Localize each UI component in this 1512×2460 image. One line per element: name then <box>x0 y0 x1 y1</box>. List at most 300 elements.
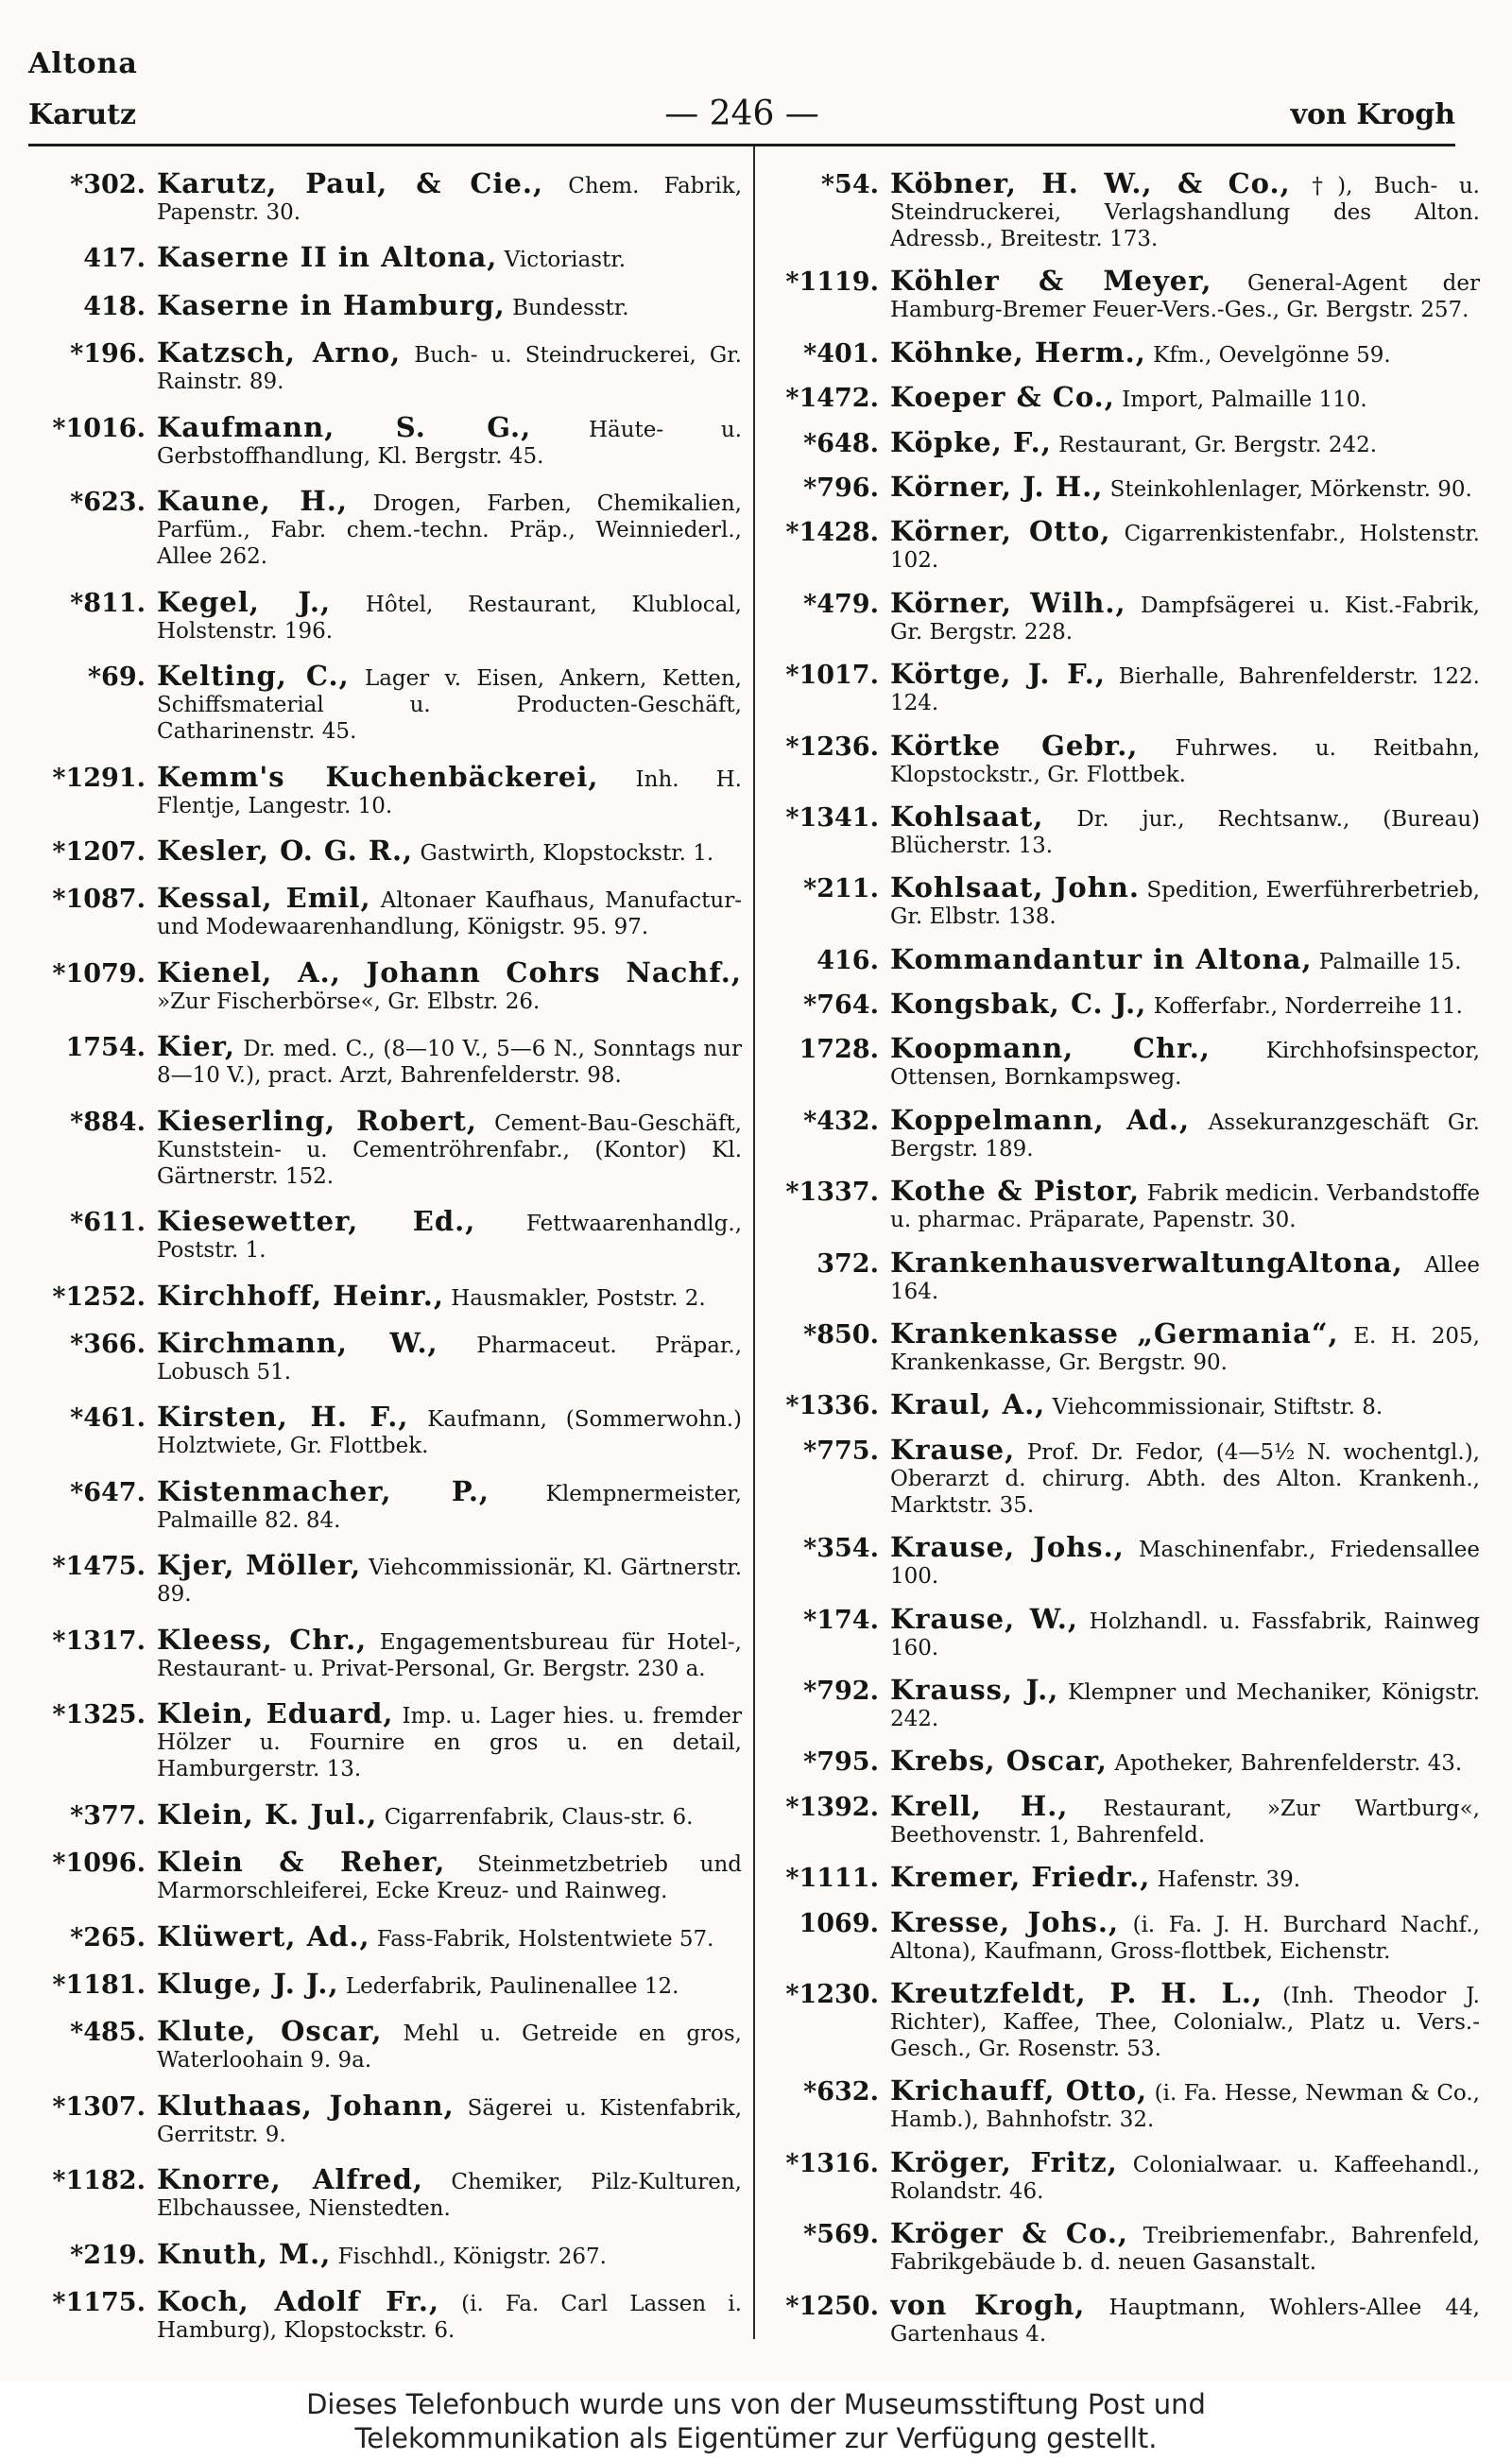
subscriber-details: Klempnermeister, Palmaille 82. 84. <box>157 1481 742 1533</box>
entry-body <box>890 2220 1480 2276</box>
subscriber-name: Köpke, F., <box>890 428 1052 458</box>
subscriber-name: Krichauff, Otto, <box>890 2077 1148 2107</box>
subscriber-details: Fass-Fabrik, Holstentwiete 57. <box>369 1926 714 1952</box>
subscriber-name: Krankenkasse „Germania“, <box>890 1320 1339 1350</box>
phone-number: *1336. <box>785 1391 879 1421</box>
subscriber-details: Bundesstr. <box>505 295 629 320</box>
subscriber-name: KrankenhausverwaltungAltona, <box>890 1248 1403 1279</box>
phone-number: *648. <box>803 428 879 458</box>
entry-body <box>890 1035 1480 1091</box>
subscriber-details: Buch- u. Steindruckerei, Gr. Rainstr. 89. <box>157 343 742 395</box>
directory-entry <box>28 488 742 570</box>
entry-body <box>157 2092 742 2148</box>
phone-number: *1250. <box>785 2291 879 2321</box>
entry-body <box>890 1864 1480 1893</box>
phone-number: *1475. <box>52 1552 146 1582</box>
phone-number: *1236. <box>785 731 879 762</box>
subscriber-name: Kaserne II in Altona, <box>157 244 498 274</box>
entry-body <box>157 1970 742 2000</box>
entry-body <box>890 1793 1480 1849</box>
phone-number: *1291. <box>52 763 146 793</box>
phone-number: 418. <box>83 291 146 321</box>
entry-body <box>890 1391 1480 1420</box>
directory-entry <box>762 1793 1480 1849</box>
entry-body <box>157 1923 742 1953</box>
subscriber-details: Treibriemenfabr., Bahrenfeld, Fabrikgebäude b. d. neuen Gasanstalt. <box>890 2224 1480 2276</box>
directory-entry <box>28 2166 742 2222</box>
phone-number: *1016. <box>52 413 146 443</box>
subscriber-details: Kaufmann, (Sommerwohn.) Holztwiete, Gr. Flottbek. <box>157 1407 742 1459</box>
entry-body <box>157 1108 742 1190</box>
entry-body <box>157 414 742 470</box>
directory-entry <box>762 1178 1480 1233</box>
subscriber-name: Knuth, M., <box>157 2240 332 2270</box>
directory-entry <box>762 384 1480 413</box>
subscriber-name: Köhnke, Herm., <box>890 338 1146 369</box>
phone-number: *1307. <box>52 2091 146 2122</box>
subscriber-details: Klempner und Mechaniker, Königstr. 242. <box>890 1679 1480 1731</box>
directory-entry <box>762 1864 1480 1893</box>
subscriber-name: Köhler & Meyer, <box>890 267 1212 298</box>
subscriber-name: Kohlsaat, John. <box>890 874 1140 904</box>
directory-entry <box>762 473 1480 503</box>
footer-line-2: Telekommunikation als Eigentümer zur Verfügung gestellt. <box>354 2422 1158 2454</box>
entry-body <box>157 488 742 570</box>
running-header <box>28 95 1455 136</box>
subscriber-name: Kohlsaat, <box>890 802 1044 833</box>
entry-body <box>890 1980 1480 2062</box>
subscriber-details: Fettwaarenhandlg., Poststr. 1. <box>157 1212 742 1264</box>
subscriber-name: Kluthaas, Johann, <box>157 2091 455 2122</box>
subscriber-name: Kleess, Chr., <box>157 1626 368 1656</box>
directory-entry <box>28 662 742 745</box>
subscriber-name: Krauss, J., <box>890 1676 1059 1706</box>
entry-body <box>157 885 742 940</box>
entry-body <box>890 429 1480 458</box>
subscriber-name: Köbner, H. W., & Co., <box>890 170 1291 199</box>
subscriber-name: Krause, W., <box>890 1605 1078 1635</box>
phone-number: *219. <box>70 2240 146 2270</box>
subscriber-name: Kiesewetter, Ed., <box>157 1208 476 1238</box>
entry-body <box>157 1626 742 1682</box>
subscriber-details: (i. Fa. Carl Lassen i. Hamburg), Klopstockstr. 6. <box>157 2292 742 2344</box>
subscriber-name: Kaune, H., <box>157 488 348 518</box>
entry-body <box>890 2292 1480 2348</box>
directory-entry <box>762 1320 1480 1376</box>
phone-number: 1754. <box>65 1033 146 1063</box>
entry-body <box>157 2241 742 2270</box>
phone-number: *485. <box>70 2018 146 2048</box>
subscriber-name: Knorre, Alfred, <box>157 2166 423 2196</box>
subscriber-name: Katzsch, Arno, <box>157 339 402 370</box>
subscriber-name: Kröger, Fritz, <box>890 2148 1118 2178</box>
directory-entry <box>762 1436 1480 1519</box>
entry-body <box>890 1107 1480 1162</box>
subscriber-name: Kelting, C., <box>157 662 350 693</box>
phone-number: 417. <box>83 244 146 274</box>
subscriber-details: Kfm., Oevelgönne 59. <box>1145 342 1391 368</box>
directory-entry <box>28 2241 742 2270</box>
entry-body <box>157 244 742 273</box>
directory-entry <box>762 2149 1480 2205</box>
subscriber-details: Pharmaceut. Präpar., Lobusch 51. <box>157 1333 742 1385</box>
phone-number: *1392. <box>785 1792 879 1822</box>
directory-entry <box>28 1970 742 2000</box>
directory-entry <box>762 946 1480 975</box>
subscriber-name: Körtge, J. F., <box>890 661 1106 691</box>
phone-number: *54. <box>820 170 879 199</box>
entry-body <box>157 292 742 321</box>
phone-number: *1428. <box>785 518 879 548</box>
directory-entry <box>28 170 742 226</box>
phone-number: *174. <box>803 1605 879 1635</box>
entry-body <box>890 1249 1480 1305</box>
subscriber-details: Cigarrenkistenfabr., Holstenstr. 102. <box>890 522 1480 574</box>
phone-number: *792. <box>803 1676 879 1706</box>
subscriber-name: Krause, Johs., <box>890 1534 1125 1564</box>
entry-body <box>890 1909 1480 1965</box>
entry-body <box>157 1282 742 1312</box>
entry-body <box>890 1178 1480 1233</box>
directory-entry <box>762 2077 1480 2133</box>
entry-body <box>890 518 1480 574</box>
phone-number: *1087. <box>52 885 146 915</box>
directory-entry <box>762 1035 1480 1091</box>
directory-entry <box>762 339 1480 369</box>
header-first-entry: Karutz <box>28 98 137 131</box>
directory-entry <box>28 2092 742 2148</box>
entry-body <box>890 170 1480 252</box>
directory-entry <box>762 1747 1480 1777</box>
phone-number: *1230. <box>785 1979 879 2009</box>
subscriber-name: Körtke Gebr., <box>890 731 1139 762</box>
subscriber-name: Kresse, Johs., <box>890 1908 1120 1938</box>
subscriber-name: Kirchmann, W., <box>157 1330 438 1359</box>
entry-body <box>890 1747 1480 1777</box>
subscriber-details: Kirchhofsinspector, Ottensen, Bornkampsweg. <box>890 1039 1480 1091</box>
directory-entry <box>762 1107 1480 1162</box>
subscriber-details: (i. Fa. Hesse, Newman & Co., Hamb.), Bahnhofstr. 32. <box>890 2081 1480 2133</box>
subscriber-details: Drogen, Farben, Chemikalien, Parfüm., Fabr. chem.-techn. Präp., Weinniederl., Allee 262. <box>157 491 742 570</box>
subscriber-details: Inh. H. Flentje, Langestr. 10. <box>157 766 742 818</box>
subscriber-name: Krell, H., <box>890 1792 1069 1822</box>
subscriber-details: Allee 164. <box>890 1252 1480 1304</box>
subscriber-name: Kjer, Möller, <box>157 1552 362 1582</box>
subscriber-details: Import, Palmaille 110. <box>1114 387 1367 413</box>
subscriber-name: Koppelmann, Ad., <box>890 1106 1191 1136</box>
entry-body <box>157 589 742 645</box>
phone-number: *1207. <box>52 836 146 867</box>
phone-number: *764. <box>803 990 879 1021</box>
subscriber-name: Klein & Reher, <box>157 1849 446 1879</box>
directory-entry <box>762 1980 1480 2062</box>
subscriber-details: Prof. Dr. Fedor, (4—5½ N. wochentgl.), Oberarzt d. chirurg. Abth. des Alton. Krankenh., Marktstr. 35. <box>890 1439 1480 1518</box>
phone-number: *432. <box>803 1106 879 1136</box>
phone-number: *401. <box>803 338 879 369</box>
directory-entry <box>28 292 742 321</box>
phone-number: *811. <box>70 588 146 618</box>
entry-body <box>157 1403 742 1459</box>
subscriber-details: Häute- u. Gerbstoffhandlung, Kl. Bergstr. 45. <box>157 417 742 469</box>
subscriber-name: Körner, Wilh., <box>890 589 1126 619</box>
phone-number: *366. <box>70 1330 146 1359</box>
phone-number: *1182. <box>52 2166 146 2196</box>
subscriber-details: Chemiker, Pilz-Kulturen, Elbchaussee, Nienstedten. <box>157 2170 742 2222</box>
directory-entry <box>762 429 1480 458</box>
subscriber-name: Kirsten, H. F., <box>157 1403 409 1434</box>
directory-entry <box>28 837 742 867</box>
subscriber-details: Hafenstr. 39. <box>1150 1867 1301 1893</box>
subscriber-details: Fabrik medicin. Verbandstoffe u. pharmac. Präparate, Papenstr. 30. <box>890 1181 1480 1233</box>
directory-entry <box>28 2018 742 2073</box>
directory-entry <box>762 803 1480 859</box>
subscriber-name: Kieserling, Robert, <box>157 1107 478 1137</box>
subscriber-details: Sägerei u. Kistenfabrik, Gerritstr. 9. <box>157 2095 742 2147</box>
directory-entry <box>28 1849 742 1904</box>
entry-body <box>890 1534 1480 1590</box>
subscriber-name: Kothe & Pistor, <box>890 1178 1141 1208</box>
entry-body <box>890 2077 1480 2133</box>
entry-body <box>890 590 1480 645</box>
entry-body <box>890 1320 1480 1376</box>
entry-body <box>157 1801 742 1831</box>
right-column <box>762 170 1480 2363</box>
subscriber-name: Kirchhoff, Heinr., <box>157 1282 444 1312</box>
directory-entry <box>762 874 1480 930</box>
phone-number: *1111. <box>785 1864 879 1894</box>
entry-body <box>157 1478 742 1534</box>
entry-body <box>890 803 1480 859</box>
subscriber-details: »Zur Fischerbörse«, Gr. Elbstr. 26. <box>157 989 541 1014</box>
directory-entry <box>28 1033 742 1089</box>
phone-number: *1341. <box>785 802 879 833</box>
phone-number: *1175. <box>52 2288 146 2318</box>
directory-entry <box>762 2292 1480 2348</box>
subscriber-name: Kröger & Co., <box>890 2220 1129 2250</box>
entry-body <box>890 1606 1480 1661</box>
entry-body <box>157 1552 742 1608</box>
subscriber-details: Lager v. Eisen, Ankern, Ketten, Schiffsmaterial u. Producten-Geschäft, Catharinenstr. 45. <box>157 666 742 745</box>
entry-body <box>890 384 1480 413</box>
subscriber-details: Gastwirth, Klopstockstr. 1. <box>413 840 714 866</box>
directory-entry <box>762 1677 1480 1732</box>
directory-entry <box>28 885 742 940</box>
entry-body <box>157 2166 742 2222</box>
subscriber-name: Kaserne in Hamburg, <box>157 291 506 321</box>
subscriber-name: Kesler, O. G. R., <box>157 836 414 867</box>
subscriber-name: Kemm's Kuchenbäckerei, <box>157 763 599 793</box>
subscriber-name: Koch, Adolf Fr., <box>157 2288 440 2318</box>
phone-number: 1069. <box>799 1908 879 1938</box>
page-number: — 246 — <box>664 95 819 133</box>
subscriber-name: Klein, K. Jul., <box>157 1800 378 1831</box>
directory-entry <box>28 244 742 273</box>
subscriber-name: Karutz, Paul, & Cie., <box>157 170 544 199</box>
phone-number: *479. <box>803 589 879 619</box>
entry-body <box>890 267 1480 323</box>
phone-number: 372. <box>816 1248 879 1279</box>
directory-entry <box>762 1534 1480 1590</box>
subscriber-details: Colonialwaar. u. Kaffeehandl., Rolandstr. 46. <box>890 2152 1480 2204</box>
subscriber-details: Hôtel, Restaurant, Klublocal, Holstenstr. 196. <box>157 592 742 644</box>
directory-entry <box>762 267 1480 323</box>
subscriber-details: Fuhrwes. u. Reitbahn, Klopstockstr., Gr. Flottbek. <box>890 735 1480 787</box>
subscriber-name: Kaufmann, S. G., <box>157 413 532 443</box>
subscriber-details: †), Buch- u. Steindruckerei, Verlagshandlung des Alton. Adressb., Breitestr. 173. <box>890 174 1480 251</box>
directory-entry <box>762 1391 1480 1420</box>
subscriber-name: Kier, <box>157 1033 235 1063</box>
subscriber-details: Dr. jur., Rechtsanw., (Bureau) Blücherstr. 13. <box>890 806 1480 858</box>
subscriber-details: Hauptmann, Wohlers-Allee 44, Gartenhaus 4. <box>890 2295 1480 2347</box>
entry-body <box>890 661 1480 716</box>
entry-body <box>157 1700 742 1782</box>
subscriber-name: Kluge, J. J., <box>157 1970 339 2000</box>
subscriber-details: Dr. med. C., (8—10 V., 5—6 N., Sonntags nur 8—10 V.), pract. Arzt, Bahrenfelderstr. 98. <box>157 1037 742 1089</box>
subscriber-details: Chem. Fabrik, Papenstr. 30. <box>157 174 742 225</box>
entry-body <box>890 473 1480 503</box>
phone-number: *1079. <box>52 958 146 989</box>
directory-entry <box>28 1403 742 1459</box>
entry-body <box>157 170 742 226</box>
place-heading: Altona <box>28 47 138 80</box>
entry-body <box>157 1849 742 1904</box>
subscriber-details: Spedition, Ewerführerbetrieb, Gr. Elbstr. 138. <box>890 878 1480 930</box>
directory-entry <box>28 959 742 1015</box>
entry-body <box>157 2288 742 2344</box>
subscriber-details: Victoriastr. <box>497 248 627 273</box>
entry-body <box>890 339 1480 369</box>
entry-body <box>157 2018 742 2073</box>
entry-body <box>890 2149 1480 2205</box>
subscriber-details: Maschinenfabr., Friedensallee 100. <box>890 1538 1480 1590</box>
phone-number: *196. <box>70 339 146 370</box>
subscriber-name: Klüwert, Ad., <box>157 1922 370 1953</box>
entry-body <box>890 990 1480 1020</box>
phone-number: *796. <box>803 473 879 503</box>
subscriber-details: Mehl u. Getreide en gros, Waterloohain 9. 9a. <box>157 2021 742 2073</box>
phone-number: *354. <box>803 1534 879 1564</box>
directory-entry <box>762 661 1480 716</box>
entry-body <box>157 1208 742 1264</box>
entry-body <box>157 837 742 867</box>
phone-number: *795. <box>803 1747 879 1778</box>
subscriber-details: (i. Fa. J. H. Burchard Nachf., Altona), Kaufmann, Gross-flottbek, Eichenstr. <box>890 1912 1480 1964</box>
subscriber-details: Holzhandl. u. Fassfabrik, Rainweg 160. <box>890 1608 1480 1660</box>
entry-body <box>890 732 1480 788</box>
entry-body <box>890 874 1480 930</box>
header-last-entry: von Krogh <box>1290 98 1455 131</box>
entry-body <box>890 1436 1480 1519</box>
subscriber-details: Bierhalle, Bahrenfelderstr. 122. 124. <box>890 664 1480 716</box>
directory-entry <box>28 1700 742 1782</box>
phone-number: *265. <box>70 1922 146 1953</box>
directory-entry <box>762 590 1480 645</box>
directory-entry <box>28 1330 742 1385</box>
subscriber-name: Kienel, A., Johann Cohrs Nachf., <box>157 958 742 989</box>
subscriber-name: von Krogh, <box>890 2291 1086 2321</box>
entry-body <box>157 1033 742 1089</box>
phone-number: *1316. <box>785 2148 879 2178</box>
subscriber-details: Dampfsägerei u. Kist.-Fabrik, Gr. Bergstr. 228. <box>890 593 1480 645</box>
subscriber-details: Restaurant, Gr. Bergstr. 242. <box>1051 432 1378 457</box>
subscriber-details: Imp. u. Lager hies. u. fremder Hölzer u. Fournire en gros u. en detail, Hamburgerstr. 13. <box>157 1704 742 1782</box>
subscriber-name: Kraul, A., <box>890 1391 1046 1421</box>
directory-entry <box>28 2288 742 2344</box>
subscriber-details: Cigarrenfabrik, Claus-str. 6. <box>377 1804 694 1830</box>
phone-number: *1252. <box>52 1282 146 1312</box>
directory-entry <box>762 518 1480 574</box>
subscriber-name: Krebs, Oscar, <box>890 1747 1108 1778</box>
subscriber-details: Steinkohlenlager, Mörkenstr. 90. <box>1103 476 1472 502</box>
subscriber-details: Kofferfabr., Norderreihe 11. <box>1146 994 1463 1020</box>
subscriber-name: Klute, Oscar, <box>157 2018 383 2048</box>
subscriber-details: Viehcommissionair, Stiftstr. 8. <box>1045 1395 1383 1420</box>
phone-number: *632. <box>803 2077 879 2107</box>
subscriber-details: Fischhdl., Königstr. 267. <box>331 2244 607 2269</box>
subscriber-name: Kommandantur in Altona, <box>890 945 1313 975</box>
phone-number: *1119. <box>785 267 879 298</box>
subscriber-details: (Inh. Theodor J. Richter), Kaffee, Thee, Colonialw., Platz u. Vers.-Gesch., Gr. Rosenstr. 53. <box>890 1983 1480 2061</box>
entry-body <box>157 959 742 1015</box>
footer-line-1: Dieses Telefonbuch wurde uns von der Museumsstiftung Post und <box>306 2388 1206 2420</box>
directory-entry <box>28 339 742 395</box>
phone-number: *1181. <box>52 1970 146 2000</box>
header-rule <box>28 144 1455 146</box>
subscriber-details: Lederfabrik, Paulinenallee 12. <box>338 1973 679 1999</box>
subscriber-name: Koeper & Co., <box>890 384 1115 414</box>
entry-body <box>157 1330 742 1385</box>
entry-body <box>157 764 742 819</box>
directory-entry <box>28 1478 742 1534</box>
directory-entry <box>28 1282 742 1312</box>
subscriber-details: Assekuranzgeschäft Gr. Bergstr. 189. <box>890 1110 1480 1161</box>
subscriber-details: Hausmakler, Poststr. 2. <box>443 1285 706 1311</box>
directory-entry <box>762 170 1480 252</box>
directory-entry <box>28 1552 742 1608</box>
subscriber-name: Klein, Eduard, <box>157 1700 394 1730</box>
directory-entry <box>762 2220 1480 2276</box>
directory-entry <box>28 1108 742 1190</box>
phone-number: *1017. <box>785 661 879 691</box>
entry-body <box>890 946 1480 975</box>
column-divider <box>753 146 755 2339</box>
phone-number: *1337. <box>785 1178 879 1208</box>
directory-entry <box>28 1208 742 1264</box>
subscriber-name: Kreutzfeldt, P. H. L., <box>890 1979 1263 2009</box>
subscriber-details: Viehcommissionär, Kl. Gärtnerstr. 89. <box>157 1556 742 1608</box>
phone-number: *1325. <box>52 1700 146 1730</box>
directory-entry <box>28 1923 742 1953</box>
subscriber-details: Altonaer Kaufhaus, Manufactur- und Modewaarenhandlung, Königstr. 95. 97. <box>157 888 742 940</box>
subscriber-details: E. H. 205, Krankenkasse, Gr. Bergstr. 90. <box>890 1324 1480 1376</box>
entry-body <box>890 1677 1480 1732</box>
phone-number: *611. <box>70 1208 146 1238</box>
phone-number: *69. <box>87 662 146 693</box>
phone-number: *377. <box>70 1800 146 1831</box>
subscriber-details: Steinmetzbetrieb und Marmorschleiferei, Ecke Kreuz- und Rainweg. <box>157 1852 742 1904</box>
phone-number: *1096. <box>52 1849 146 1879</box>
phone-number: *775. <box>803 1436 879 1466</box>
directory-entry <box>28 589 742 645</box>
subscriber-name: Koopmann, Chr., <box>890 1035 1211 1065</box>
directory-entry <box>762 1249 1480 1305</box>
phone-number: *1317. <box>52 1626 146 1656</box>
directory-entry <box>28 764 742 819</box>
phone-number: *302. <box>70 170 146 199</box>
phone-number: 1728. <box>799 1035 879 1065</box>
directory-entry <box>762 990 1480 1020</box>
phone-number: *623. <box>70 488 146 518</box>
